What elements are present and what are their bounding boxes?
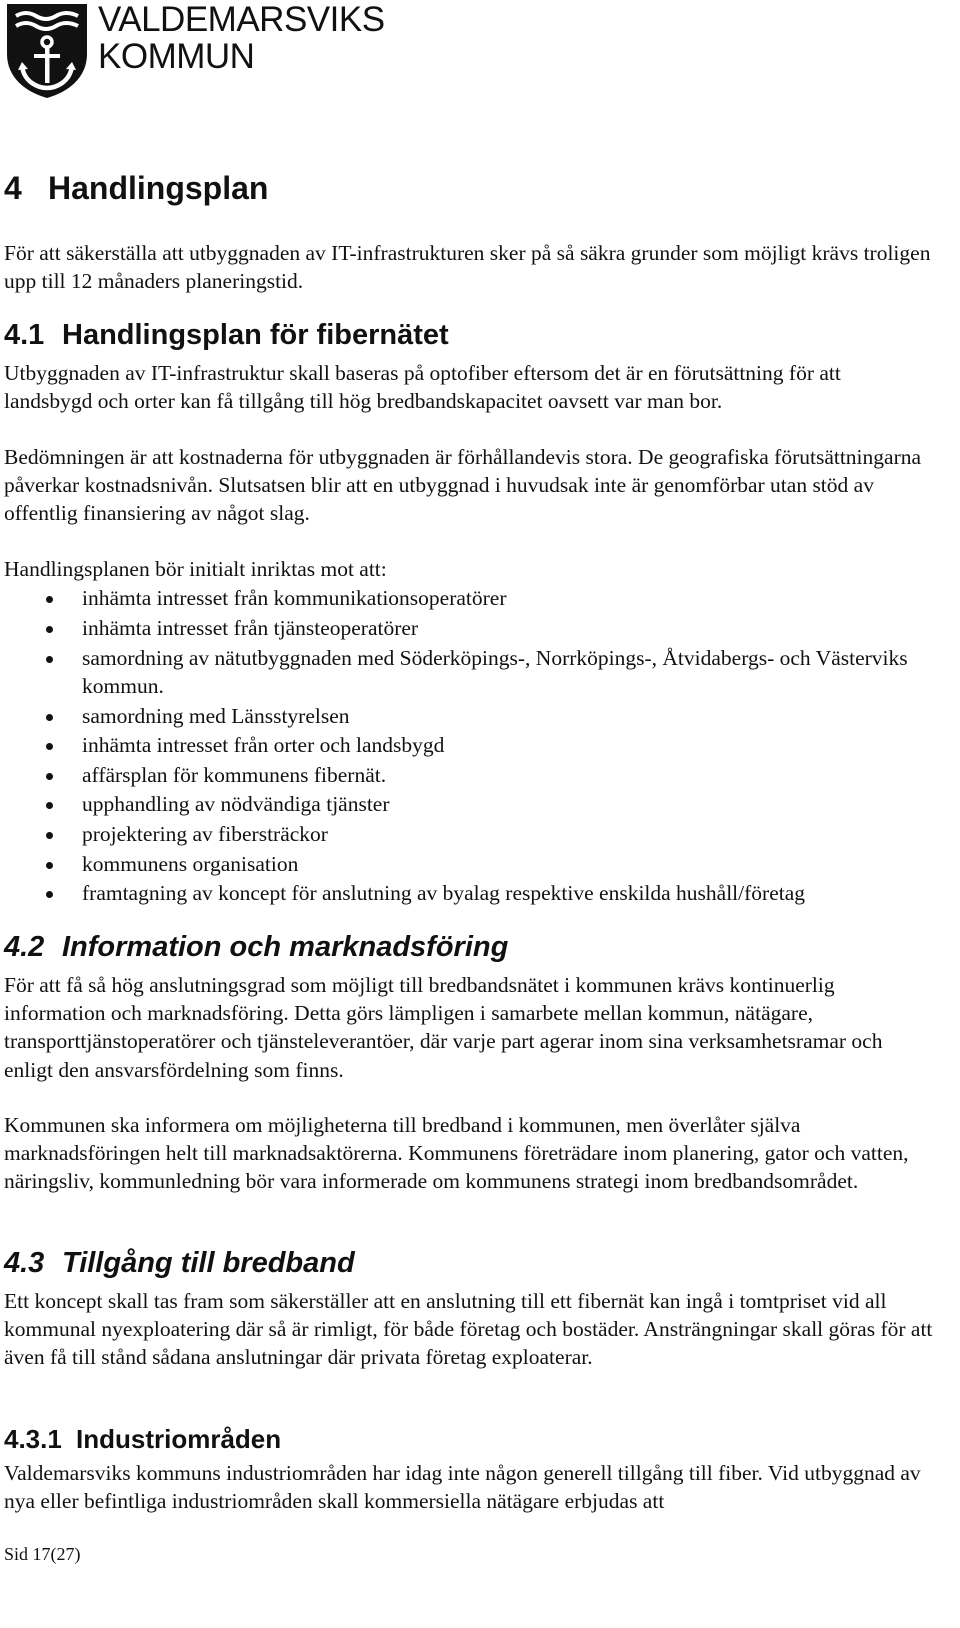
list-item: affärsplan för kommunens fibernät.	[4, 761, 934, 791]
bullet-icon	[46, 714, 53, 721]
section-title: Information och marknadsföring	[62, 931, 509, 963]
section-4-2-paragraph-2: Kommunen ska informera om möjligheterna till bredband i kommunen, men överlåter själva marknadsföringen helt till marknadsaktörerna. Kommunens företrädare inom planering, gator och vatten, näringsliv, kommunledning bör vara informerade om kommunens strategi inom bredbandsområdet.	[4, 1113, 909, 1194]
section-4-1-paragraph-1: Utbyggnaden av IT-infrastruktur skall baseras på optofiber eftersom det är en förutsättning för att landsbygd och orter kan få tillgång till hög bredbandskapacitet oavsett var man bor.	[4, 361, 841, 414]
section-4-intro: För att säkerställa att utbyggnaden av IT-infrastrukturen sker på så säkra grunder som möjligt krävs troligen upp till 12 månaders planeringstid.	[4, 241, 931, 294]
list-item: upphandling av nödvändiga tjänster	[4, 790, 934, 820]
section-4-1-paragraph-2: Bedömningen är att kostnaderna för utbyggnaden är förhållandevis stora. De geografiska förutsättningarna påverkar kostnadsnivån. Slutsatsen blir att en utbyggnad i huvudsak inte är genomförbar utan stöd av offentlig finansiering av något slag.	[4, 445, 922, 526]
section-number: 4.1	[4, 319, 45, 351]
section-4-3-heading	[4, 1246, 355, 1280]
brand-line-2: KOMMUN	[98, 37, 255, 76]
section-title: Handlingsplan för fibernätet	[62, 319, 449, 351]
kommun-shield-logo	[4, 2, 90, 100]
list-item: inhämta intresset från orter och landsbygd	[4, 731, 934, 761]
action-list	[4, 584, 934, 909]
list-item: inhämta intresset från tjänsteoperatörer	[4, 614, 934, 644]
section-4-1-heading	[4, 318, 449, 352]
bullet-icon	[46, 832, 53, 839]
section-number: 4.2	[4, 931, 45, 963]
section-title: Tillgång till bredband	[62, 1247, 355, 1279]
section-4-2-paragraph-1: För att få så hög anslutningsgrad som möjligt till bredbandsnätet i kommunen krävs kontinuerlig information och marknadsföring. Detta görs lämpligen i samarbete mellan kommun, nätägare, transporttjänstoperatörer och tjänsteleverantöer, där varje part agerar inom sina verksamhetsramar och enligt den ansvarsfördelning som finns.	[4, 973, 883, 1082]
kommun-name-logo	[98, 2, 385, 74]
bullet-icon	[46, 743, 53, 750]
list-item: kommunens organisation	[4, 850, 934, 880]
section-number: 4.3	[4, 1247, 45, 1279]
bullet-icon	[46, 802, 53, 809]
section-4-3-1-heading	[4, 1424, 281, 1454]
list-intro: Handlingsplanen bör initialt inriktas mot att:	[4, 557, 387, 581]
brand-line-1: VALDEMARSVIKS	[98, 0, 385, 39]
list-item: projektering av fibersträckor	[4, 820, 934, 850]
section-number: 4	[4, 170, 22, 206]
section-4-3-1-paragraph-1: Valdemarsviks kommuns industriområden har idag inte någon generell tillgång till fiber. Vid utbyggnad av nya eller befintliga industriområden skall kommersiella nätägare erbjudas att	[4, 1461, 921, 1514]
section-4-3-paragraph-1: Ett koncept skall tas fram som säkerställer att en anslutning till ett fibernät kan ingå i tomtpriset vid all kommunal nyexploatering där så är rimligt, för både företag och bostäder. Ansträngningar skall göras för att även få till stånd sådana anslutningar där privata företag exploaterar.	[4, 1289, 933, 1370]
list-item: framtagning av koncept för anslutning av byalag respektive enskilda hushåll/företag	[4, 879, 934, 909]
bullet-icon	[46, 773, 53, 780]
bullet-icon	[46, 596, 53, 603]
section-title: Handlingsplan	[48, 170, 269, 206]
section-title: Industriområden	[76, 1424, 282, 1454]
list-item: samordning med Länsstyrelsen	[4, 702, 934, 732]
bullet-icon	[46, 891, 53, 898]
page-number: Sid 17(27)	[4, 1544, 81, 1564]
bullet-icon	[46, 626, 53, 633]
list-item: samordning av nätutbyggnaden med Söderköpings-, Norrköpings-, Åtvidabergs- och Västerviks kommun.	[4, 644, 934, 700]
bullet-icon	[46, 862, 53, 869]
section-4-heading	[4, 170, 268, 206]
section-4-2-heading	[4, 930, 508, 964]
section-number: 4.3.1	[4, 1424, 62, 1454]
bullet-icon	[46, 656, 53, 663]
list-item: inhämta intresset från kommunikationsoperatörer	[4, 584, 934, 614]
